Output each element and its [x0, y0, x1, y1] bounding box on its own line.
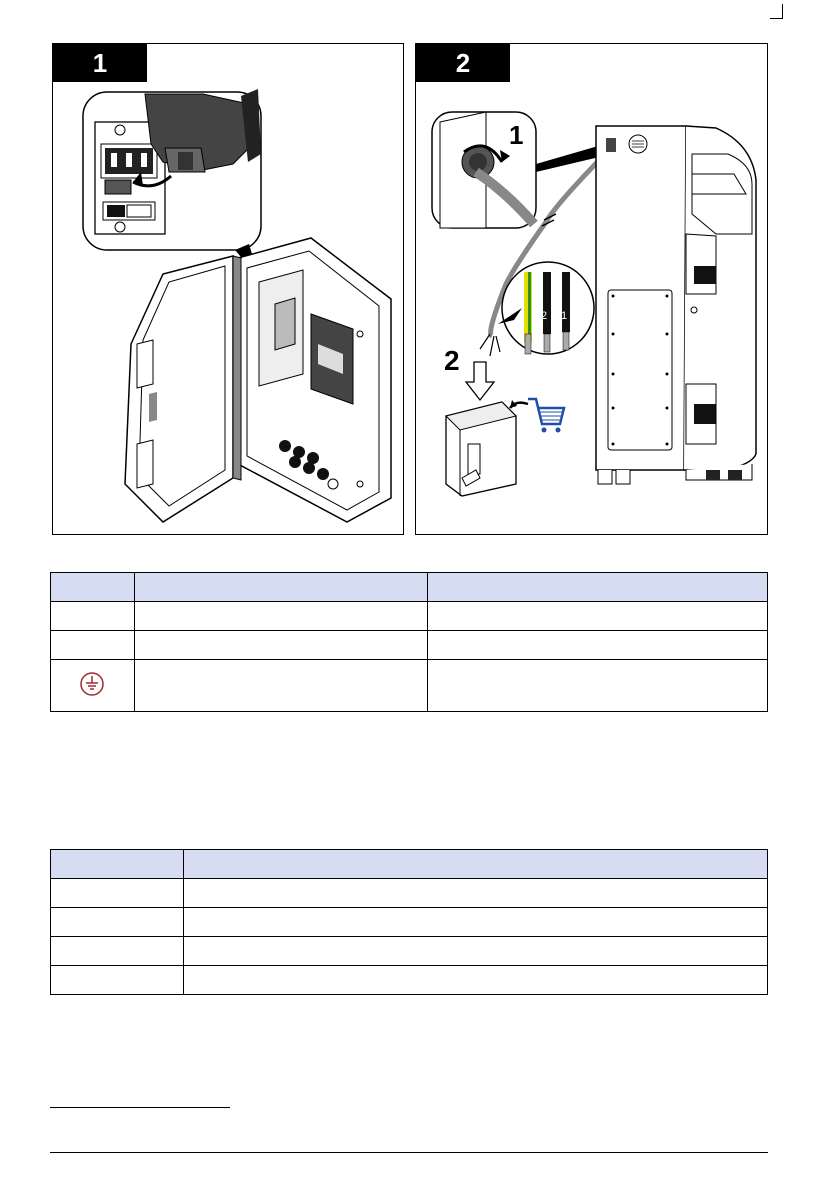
- table-row: [51, 660, 768, 712]
- wire-label-2: 2: [541, 310, 548, 322]
- table-cell: [428, 660, 768, 712]
- table-cell: [183, 966, 767, 995]
- table-cell: [183, 908, 767, 937]
- step-label-1: 1: [53, 44, 147, 82]
- disconnect-switch: [446, 402, 516, 496]
- table-cell: [183, 937, 767, 966]
- enclosure: [238, 238, 391, 522]
- cable-gland-zoom: [432, 112, 536, 228]
- table-row: [51, 937, 768, 966]
- footer-divider: [50, 1152, 768, 1153]
- wiring-table-header: [51, 573, 768, 602]
- step-label-2: 2: [416, 44, 510, 82]
- spec-table: [50, 849, 768, 995]
- wire-colors-zoom: [502, 262, 594, 354]
- enclosure-door: [125, 256, 241, 522]
- table-row: [51, 908, 768, 937]
- table-cell: [51, 937, 184, 966]
- spec-table-header: [51, 850, 768, 879]
- figure-panel-1: [52, 43, 404, 535]
- rotate-step-number: 1: [509, 120, 524, 150]
- table-cell: [183, 879, 767, 908]
- table-cell: [51, 908, 184, 937]
- table-cell: [428, 631, 768, 660]
- table-cell: [428, 602, 768, 631]
- table-cell: [134, 631, 428, 660]
- down-arrow: [466, 362, 494, 400]
- table-row: [51, 879, 768, 908]
- analyzer-housing: [596, 126, 756, 484]
- table-cell: [51, 631, 135, 660]
- protective-earth-icon: [79, 671, 105, 697]
- table-row: [51, 631, 768, 660]
- table-header-cell: [428, 573, 768, 602]
- table-cell: [134, 602, 428, 631]
- footnote-divider: [50, 1107, 230, 1108]
- shopping-cart-icon: [510, 399, 564, 433]
- table-cell: [51, 966, 184, 995]
- table-cell: [51, 602, 135, 631]
- table-cell: [51, 879, 184, 908]
- table-header-cell: [183, 850, 767, 879]
- figure-panel-2: [415, 43, 768, 535]
- wire-label-1: 1: [561, 310, 568, 322]
- table-header-cell: [134, 573, 428, 602]
- table-row: [51, 602, 768, 631]
- panel1-illustration: [53, 44, 404, 535]
- table-header-cell: [51, 850, 184, 879]
- strip-step-number: 2: [444, 345, 460, 376]
- table-cell: [134, 660, 428, 712]
- table-header-cell: [51, 573, 135, 602]
- panel2-illustration: [416, 44, 768, 535]
- crop-mark: [770, 4, 783, 19]
- table-row: [51, 966, 768, 995]
- power-inlet-zoom: [83, 89, 261, 250]
- wiring-table: [50, 572, 768, 712]
- table-cell: [51, 660, 135, 712]
